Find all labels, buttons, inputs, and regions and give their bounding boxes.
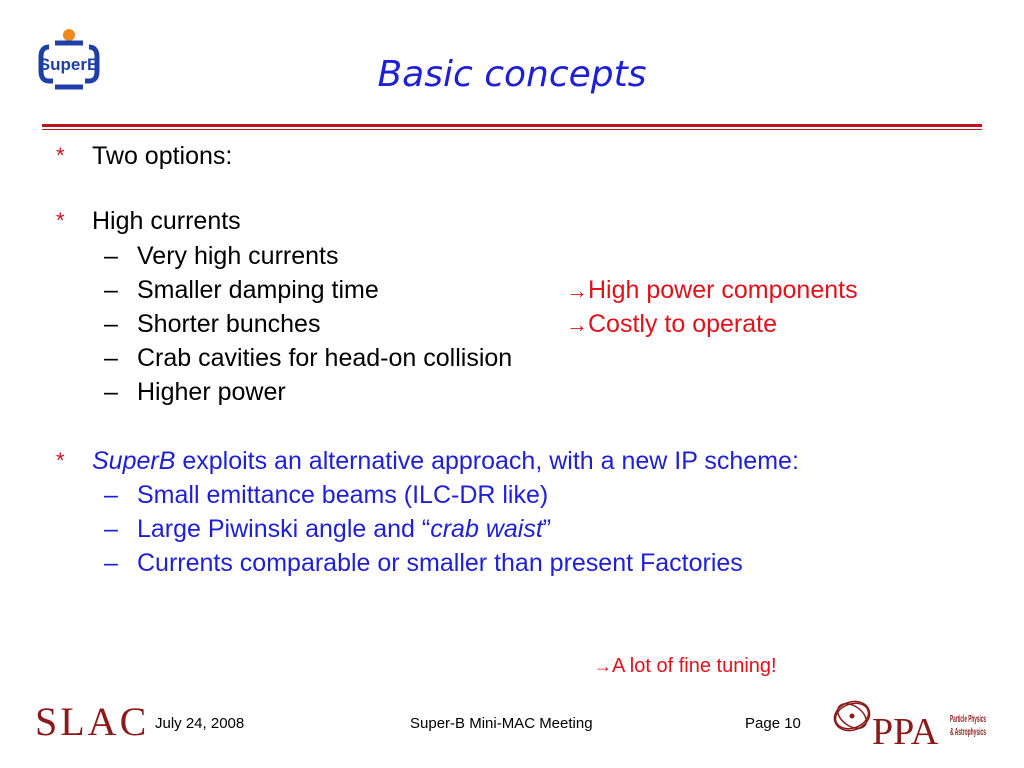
ppa-logo <box>828 688 988 758</box>
right-arrow-icon: → <box>594 656 612 676</box>
footer-date: July 24, 2008 <box>155 715 245 732</box>
conclusion-fine-tuning <box>594 654 777 678</box>
sub-item-crab-cavities: Crab cavities for head-on collision <box>137 344 513 372</box>
sub-dash: – <box>104 549 118 577</box>
crab-waist-italic: crab waist <box>430 515 543 543</box>
ppa-caption-line2: & Astrophysics <box>950 727 987 738</box>
superb-logo-text: SuperB <box>38 55 100 74</box>
bullet-marker: * <box>56 143 65 168</box>
sub-item-very-high-currents: Very high currents <box>137 242 339 270</box>
bullet-marker: * <box>56 448 65 473</box>
bullet-two-options: Two options: <box>92 142 233 170</box>
bullet-superb-approach <box>92 446 799 476</box>
ppa-caption-line1: Particle Physics <box>950 714 987 725</box>
bullet-marker: * <box>56 208 65 233</box>
title-rule-thick <box>42 124 982 127</box>
bullet-high-currents: High currents <box>92 207 241 235</box>
sub-item-piwinski-angle <box>137 514 551 544</box>
conclusion-text: A lot of fine tuning! <box>612 655 777 677</box>
ppa-logo-text: PPA <box>872 711 939 753</box>
sub-dash: – <box>104 515 118 543</box>
piwinski-text-after: ” <box>542 515 552 543</box>
sub-item-higher-power: Higher power <box>137 378 286 406</box>
slide-title: Basic concepts <box>377 54 647 95</box>
consequence-high-power-text: High power components <box>588 276 858 304</box>
sub-dash: – <box>104 378 118 406</box>
sub-item-smaller-damping-time: Smaller damping time <box>137 276 379 304</box>
right-arrow-icon: → <box>566 278 588 303</box>
sub-dash: – <box>104 310 118 338</box>
footer-meeting: Super-B Mini-MAC Meeting <box>410 715 593 732</box>
slac-logo: SLAC <box>35 699 150 744</box>
sub-dash: – <box>104 276 118 304</box>
consequence-costly-text: Costly to operate <box>588 310 777 338</box>
piwinski-text-before: Large Piwinski angle and “ <box>137 515 431 543</box>
right-arrow-icon: → <box>566 312 588 337</box>
title-rule-thin <box>42 129 982 130</box>
superb-italic: SuperB <box>92 447 176 475</box>
consequence-costly <box>566 309 777 340</box>
sub-dash: – <box>104 344 118 372</box>
superb-approach-text: exploits an alternative approach, with a new IP scheme: <box>175 447 799 475</box>
sub-item-small-emittance: Small emittance beams (ILC-DR like) <box>137 481 549 509</box>
consequence-high-power <box>566 275 858 306</box>
sub-dash: – <box>104 242 118 270</box>
sub-item-currents-comparable: Currents comparable or smaller than present Factories <box>137 549 743 577</box>
sub-item-shorter-bunches: Shorter bunches <box>137 310 321 338</box>
footer-page: Page 10 <box>745 715 801 732</box>
sub-dash: – <box>104 481 118 509</box>
